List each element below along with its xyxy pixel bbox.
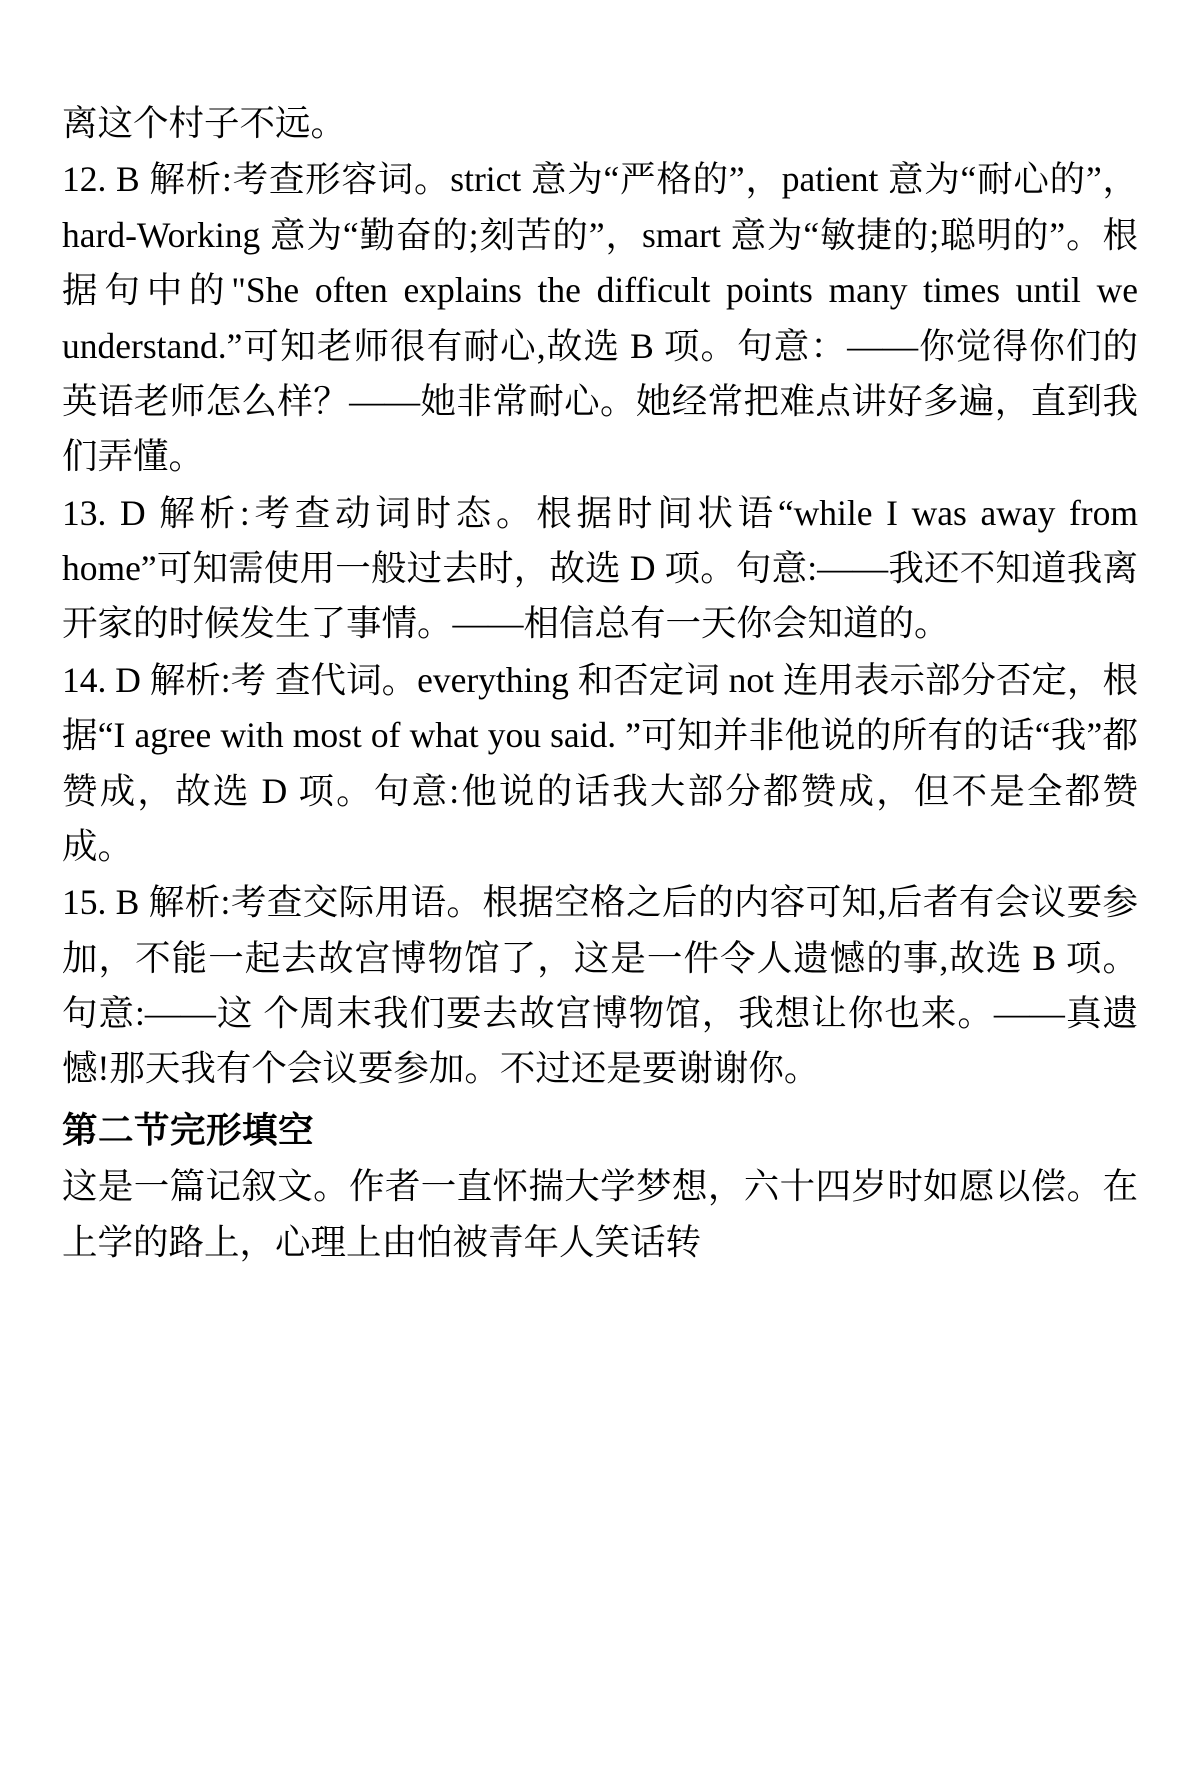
answer-explanation-15: 15. B 解析:考查交际用语。根据空格之后的内容可知,后者有会议要参加，不能一起去故宫博物馆了，这是一件令人遗憾的事,故选 B 项。句意:——这 个周末我们要去故宫博物馆，我想让你也来。——真遗憾!那天我有个会议要参加。不过还是要谢谢你。 bbox=[62, 882, 1138, 1089]
answer-explanation-13: 13. D 解析:考查动词时态。根据时间状语“while I was away from home”可知需使用一般过去时，故选 D 项。句意:——我还不知道我离开家的时候发生了事情。——相信总有一天你会知道的。 bbox=[62, 492, 1138, 644]
document-body bbox=[62, 96, 1138, 1270]
section-heading: 第二节完形填空 bbox=[62, 1109, 315, 1150]
answer-explanation-12: 12. B 解析:考查形容词。strict 意为“严格的”，patient 意为“耐心的”，hard-Working 意为“勤奋的;刻苦的”，smart 意为“敏捷的;聪明的”。根据句中的"She often explains the difficult points many times until we understand.”可知老师很有耐心,故选 B 项。句意：——你觉得你们的英语老师怎么样？——她非常耐心。她经常把难点讲好多遍，直到我们弄懂。 bbox=[62, 159, 1138, 477]
section-intro-paragraph: 这是一篇记叙文。作者一直怀揣大学梦想，六十四岁时如愿以偿。在上学的路上，心理上由怕被青年人笑话转 bbox=[62, 1166, 1138, 1262]
paragraph-continuation: 离这个村子不远。 bbox=[62, 103, 347, 143]
answer-explanation-14: 14. D 解析:考 查代词。everything 和否定词 not 连用表示部分否定，根据“I agree with most of what you said. ”可知并非他说的所有的话“我”都赞成，故选 D 项。句意:他说的话我大部分都赞成，但不是全都赞成。 bbox=[62, 659, 1138, 866]
